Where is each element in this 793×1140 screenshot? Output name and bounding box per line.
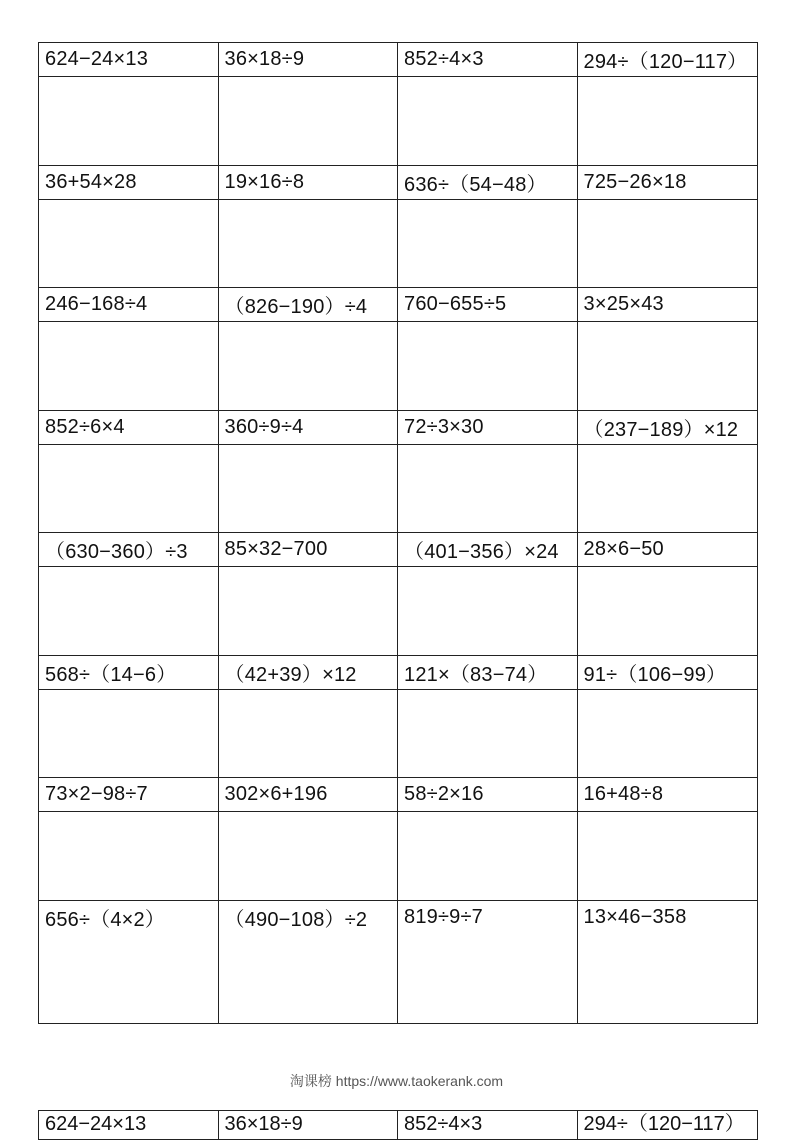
- problem-cell: [219, 166, 399, 289]
- problem-expression: 121×（83−74）: [398, 656, 577, 690]
- problem-cell: [398, 166, 578, 289]
- problem-cell: [219, 43, 399, 166]
- problem-expression: （42+39）×12: [219, 656, 398, 690]
- problem-cell: [39, 288, 219, 411]
- problem-expression: 85×32−700: [219, 533, 398, 567]
- answer-workspace: [39, 812, 218, 900]
- problem-expression: 72÷3×30: [398, 411, 577, 445]
- problem-expression: 360÷9÷4: [219, 411, 398, 445]
- problem-cell: [39, 901, 219, 1024]
- problem-cell: [578, 288, 758, 411]
- problem-expression: 302×6+196: [219, 778, 398, 812]
- problem-cell: [578, 778, 758, 901]
- problem-cell: [39, 43, 219, 166]
- problem-expression: 13×46−358: [583, 906, 687, 928]
- problem-expression: 19×16÷8: [219, 166, 398, 200]
- problem-cell: [398, 288, 578, 411]
- answer-workspace: [219, 445, 398, 533]
- answer-workspace: [578, 690, 758, 778]
- answer-workspace: [219, 200, 398, 288]
- answer-workspace: [398, 690, 577, 778]
- problem-cell: [39, 533, 219, 656]
- next-page-problem-expression: 852÷4×3: [398, 1111, 578, 1139]
- problem-expression: （237−189）×12: [578, 411, 758, 445]
- problem-expression: （630−360）÷3: [39, 533, 218, 567]
- problem-expression: （401−356）×24: [398, 533, 577, 567]
- answer-workspace: [219, 690, 398, 778]
- problem-expression: 246−168÷4: [39, 288, 218, 322]
- problem-expression: 3×25×43: [578, 288, 758, 322]
- problem-expression: 568÷（14−6）: [39, 656, 218, 690]
- problem-cell: [578, 656, 758, 779]
- problem-expression: 725−26×18: [578, 166, 758, 200]
- problem-cell: [219, 533, 399, 656]
- problem-expression: 760−655÷5: [398, 288, 577, 322]
- problem-cell: [578, 166, 758, 289]
- problem-cell: [39, 166, 219, 289]
- problem-cell: [578, 901, 758, 1024]
- problem-expression: 36×18÷9: [219, 43, 398, 77]
- problem-cell: [219, 656, 399, 779]
- problem-expression: 624−24×13: [39, 43, 218, 77]
- answer-workspace: [578, 567, 758, 655]
- problem-cell: [39, 778, 219, 901]
- problem-expression: 58÷2×16: [398, 778, 577, 812]
- problem-cell: [578, 43, 758, 166]
- answer-workspace: [219, 77, 398, 165]
- problem-expression: （490−108）÷2: [224, 909, 368, 931]
- problem-expression: 36+54×28: [39, 166, 218, 200]
- problem-cell: [398, 533, 578, 656]
- problem-expression: 852÷4×3: [398, 43, 577, 77]
- answer-workspace: [578, 812, 758, 900]
- answer-workspace: [398, 445, 577, 533]
- answer-workspace: [578, 322, 758, 410]
- answer-workspace: [398, 77, 577, 165]
- answer-workspace: [398, 322, 577, 410]
- answer-workspace: [39, 77, 218, 165]
- problem-expression: 73×2−98÷7: [39, 778, 218, 812]
- problem-cell: [398, 656, 578, 779]
- answer-workspace: [578, 200, 758, 288]
- answer-workspace: [578, 445, 758, 533]
- answer-workspace: [398, 812, 577, 900]
- problem-expression: 636÷（54−48）: [398, 166, 577, 200]
- problem-cell: [219, 288, 399, 411]
- problem-cell: [219, 411, 399, 534]
- problem-cell: [398, 43, 578, 166]
- problem-expression: 16+48÷8: [578, 778, 758, 812]
- answer-workspace: [219, 567, 398, 655]
- worksheet-grid: [38, 42, 758, 1024]
- next-page-problem-expression: 36×18÷9: [219, 1111, 399, 1139]
- answer-workspace: [398, 935, 577, 1024]
- problem-expression: 294÷（120−117）: [578, 43, 758, 77]
- problem-cell: [398, 901, 578, 1024]
- next-page-problem-expression: 294÷（120−117）: [583, 1113, 745, 1135]
- answer-workspace: [219, 935, 398, 1024]
- answer-workspace: [39, 322, 218, 410]
- problem-expression: 91÷（106−99）: [578, 656, 758, 690]
- answer-workspace: [39, 935, 218, 1024]
- answer-workspace: [578, 935, 758, 1024]
- problem-cell: [398, 411, 578, 534]
- problem-expression: 852÷6×4: [39, 411, 218, 445]
- answer-workspace: [219, 322, 398, 410]
- problem-cell: [398, 778, 578, 901]
- problem-expression: 28×6−50: [578, 533, 758, 567]
- problem-cell: [578, 411, 758, 534]
- answer-workspace: [398, 200, 577, 288]
- answer-workspace: [39, 690, 218, 778]
- answer-workspace: [39, 200, 218, 288]
- watermark-text: 淘课榜 https://www.taokerank.com: [289, 1073, 504, 1089]
- next-page-problem-expression: 624−24×13: [39, 1111, 219, 1139]
- next-page-partial-row: [38, 1110, 758, 1140]
- problem-expression: 656÷（4×2）: [45, 909, 166, 931]
- problem-cell: [39, 656, 219, 779]
- problem-expression: （826−190）÷4: [219, 288, 398, 322]
- problem-cell: [219, 901, 399, 1024]
- problem-cell: [578, 533, 758, 656]
- problem-cell: [39, 411, 219, 534]
- answer-workspace: [39, 445, 218, 533]
- answer-workspace: [39, 567, 218, 655]
- problem-cell: [219, 778, 399, 901]
- problem-expression: 819÷9÷7: [404, 906, 483, 928]
- answer-workspace: [578, 77, 758, 165]
- answer-workspace: [398, 567, 577, 655]
- answer-workspace: [219, 812, 398, 900]
